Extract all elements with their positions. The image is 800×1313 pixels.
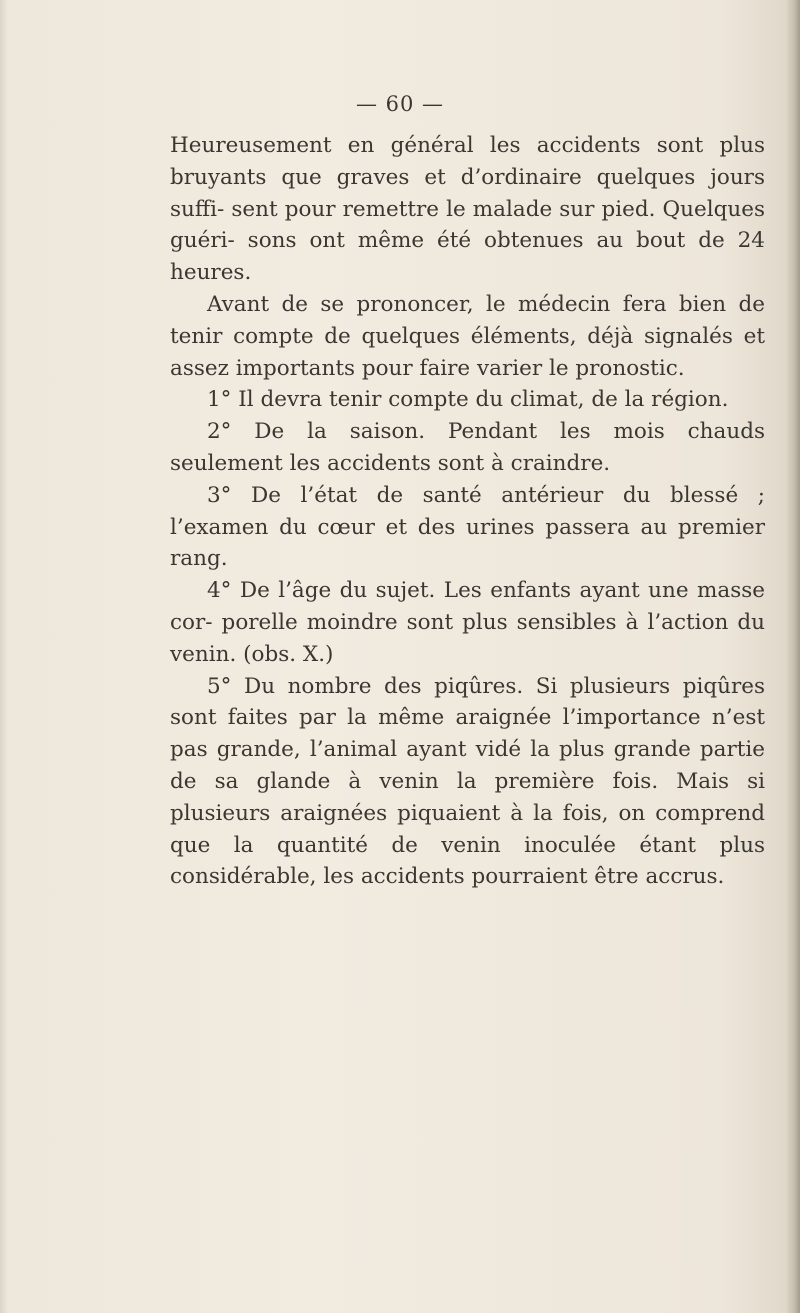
list-item-season: 2° De la saison. Pendant les mois chauds seulement les accidents sont à craindre.	[170, 419, 765, 476]
page-number: — 60 —	[355, 92, 445, 116]
list-item-age: 4° De l’âge du sujet. Les enfants ayant une masse cor- porelle moindre sont plus sensibles à l’action du venin. (obs. X.)	[170, 578, 765, 667]
paragraph-1: Heureusement en général les accidents sont plus bruyants que graves et d’ordinaire quelques jours suffi- sent pour remettre le malade sur pied. Quelques guéri- sons ont même été obtenues au bout de 24 heures.	[170, 133, 765, 286]
paragraph-2: Avant de se prononcer, le médecin fera bien de tenir compte de quelques éléments, déjà signalés et assez importants pour faire varier le pronostic.	[170, 291, 765, 381]
page-right-edge-shadow	[786, 0, 800, 1313]
list-item-bites: 5° Du nombre des piqûres. Si plusieurs piqûres sont faites par la même araignée l’importance n’est pas grande, l’animal ayant vidé la plus grande partie de sa glande à venin la première fois. Mais si plusieurs araignées piquaient à la fois, on comprend que la quantité de venin inoculée étant plus considérable, les accidents pourraient être accrus.	[170, 673, 765, 890]
body-text	[170, 130, 765, 893]
page-left-edge-shadow	[0, 0, 8, 1313]
list-item-health: 3° De l’état de santé antérieur du blessé ; l’examen du cœur et des urines passera au premier rang.	[170, 482, 765, 572]
list-item-climate: 1° Il devra tenir compte du climat, de la région.	[207, 387, 729, 413]
